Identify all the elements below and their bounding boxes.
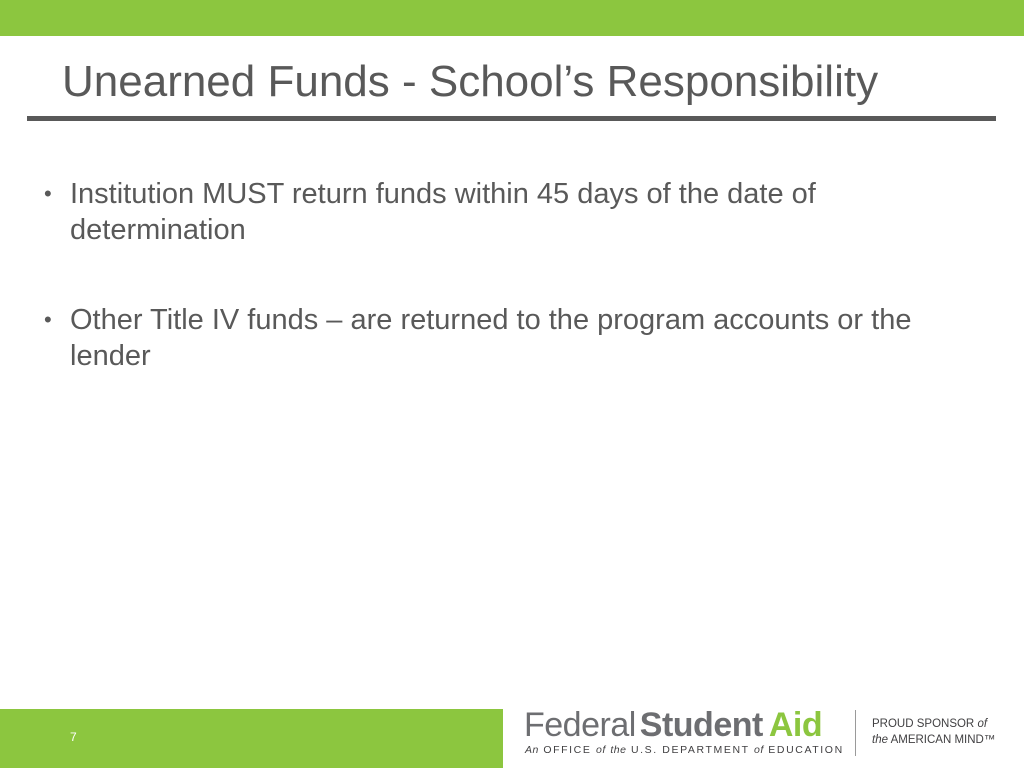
logo-federal: Federal	[524, 706, 636, 744]
logo-sub-office: OFFICE	[543, 744, 592, 756]
bullet-dot-icon: •	[44, 307, 52, 332]
tagline-american-mind: AMERICAN MIND™	[890, 734, 996, 746]
logo-sub-of2: of	[754, 744, 764, 756]
bullet-list	[44, 176, 984, 428]
bullet-dot-icon: •	[44, 181, 52, 206]
logo-sub-the: the	[610, 744, 627, 756]
footer-divider	[855, 710, 856, 756]
sponsor-tagline	[872, 716, 995, 748]
logo-sub-an: An	[525, 744, 539, 756]
title-divider	[27, 116, 996, 121]
logo-subtitle	[525, 744, 844, 756]
tagline-the: the	[872, 734, 888, 746]
tagline-line-1	[872, 716, 995, 732]
top-accent-bar	[0, 0, 1024, 36]
logo-student: Student	[639, 706, 763, 744]
bullet-item	[44, 302, 984, 374]
logo-wordmark	[524, 704, 822, 746]
logo-sub-of: of	[596, 744, 606, 756]
bullet-text: Other Title IV funds – are returned to the program accounts or the lender	[70, 304, 912, 372]
slide-title: Unearned Funds - School’s Responsibility	[62, 57, 879, 106]
page-number: 7	[70, 730, 77, 744]
logo-aid: Aid	[768, 706, 823, 744]
logo-sub-education: EDUCATION	[768, 744, 844, 756]
tagline-of: of	[977, 718, 988, 730]
logo-sub-us: U.S. DEPARTMENT	[630, 744, 750, 756]
bullet-item	[44, 176, 984, 248]
tagline-line-2	[872, 732, 995, 748]
federal-student-aid-logo	[524, 704, 842, 764]
tagline-proud-sponsor: PROUD SPONSOR	[872, 718, 975, 730]
bullet-text: Institution MUST return funds within 45 days of the date of determination	[70, 178, 816, 246]
